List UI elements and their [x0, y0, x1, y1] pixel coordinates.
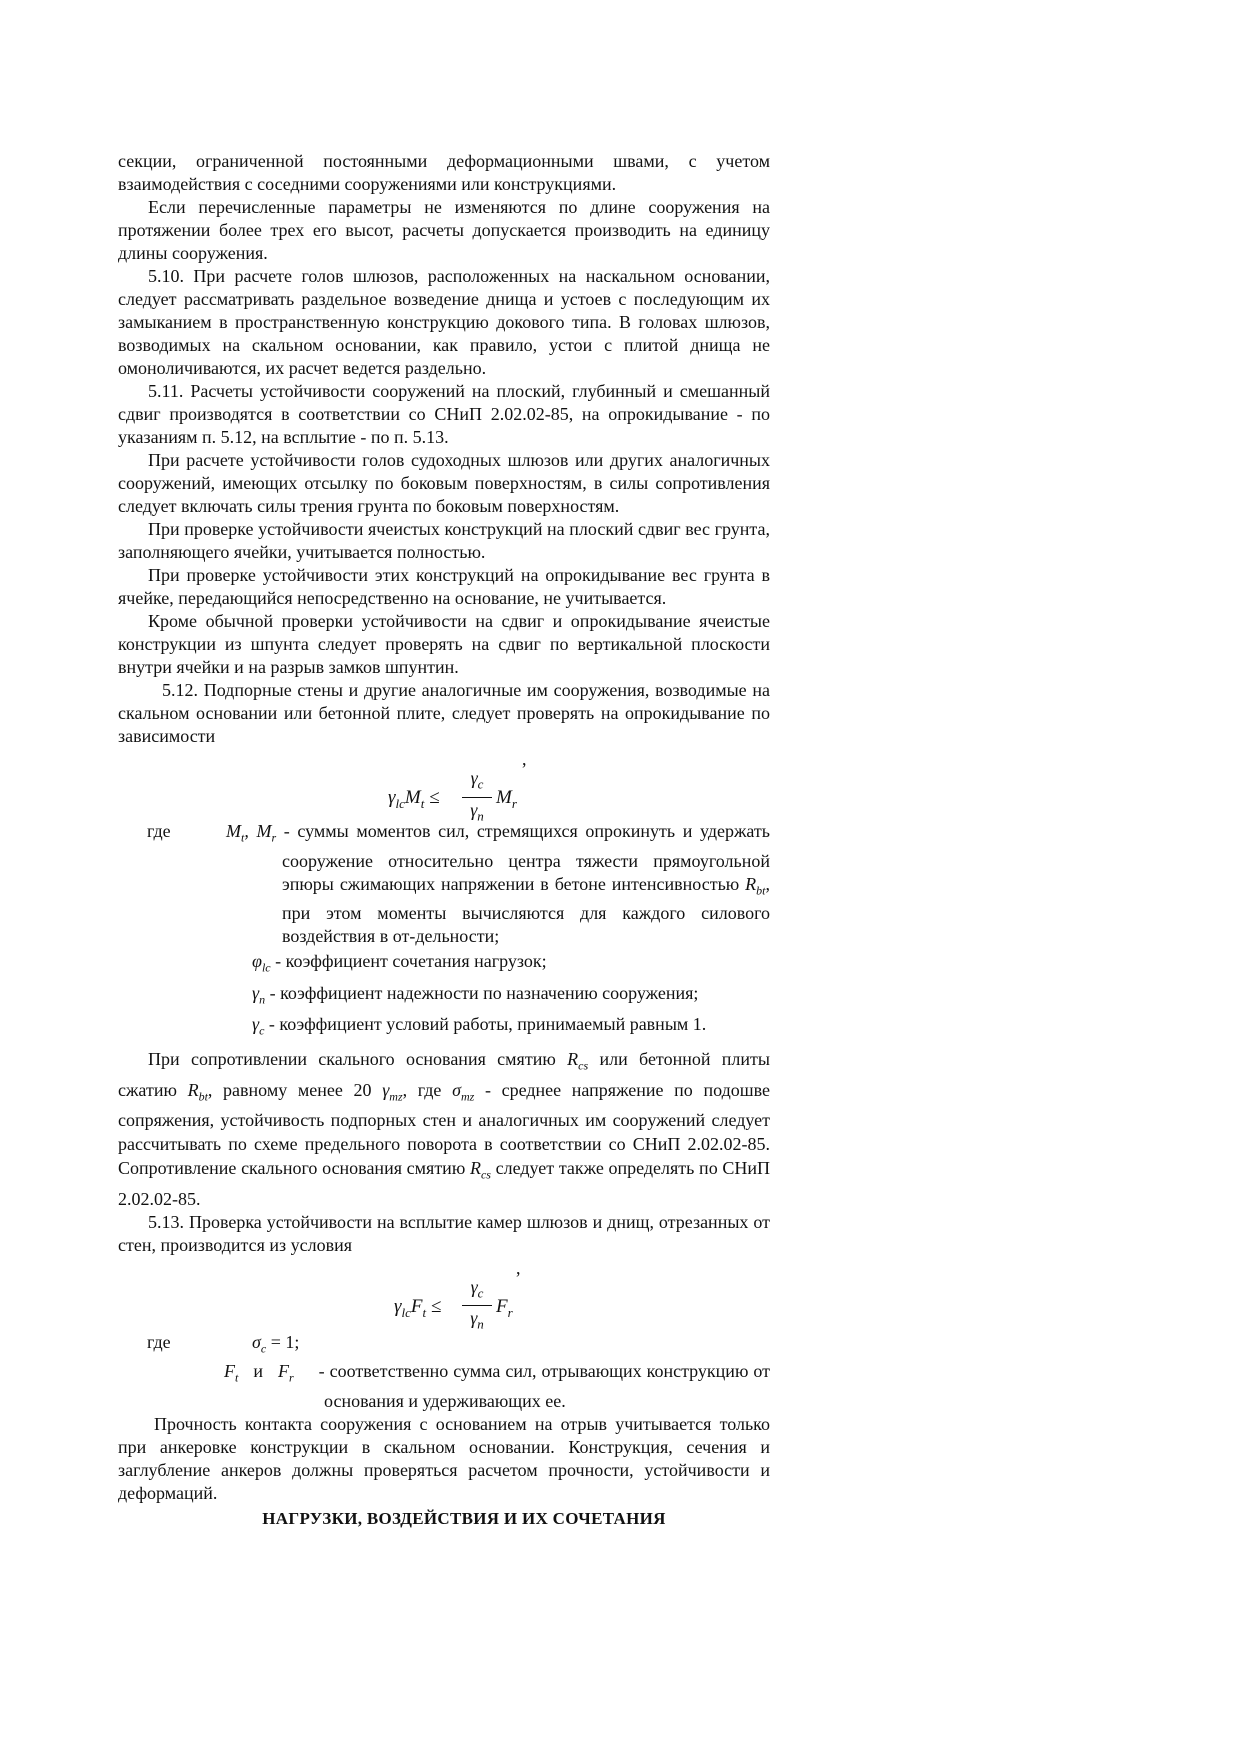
paragraph: При проверке устойчивости ячеистых конструкций на плоский сдвиг вес грунта, заполняющего ячейки, учитывается полностью.: [118, 519, 770, 562]
formula-fraction: $\frac{\gamma_c}{\gamma_n}$: [462, 1275, 492, 1337]
section-heading: НАГРУЗКИ, ВОЗДЕЙСТВИЯ И ИХ СОЧЕТАНИЯ: [262, 1508, 666, 1528]
paragraph: 5.13. Проверка устойчивости на всплытие камер шлюзов и днищ, отрезанных от стен, производится из условия: [118, 1211, 770, 1255]
definition-sigma: $\sigma_c = 1$;: [252, 1331, 300, 1356]
paragraph: Кроме обычной проверки устойчивости на сдвиг и опрокидывание ячеистые конструкции из шпунта следует проверять на сдвиг по вертикальной плоскости внутри ячейки и на разрыв замков шпунтин.: [118, 611, 770, 677]
definition-gamma-c: $\gamma_c$ - коэффициент условий работы, принимаемый равным 1.: [252, 1014, 707, 1038]
paragraph: При проверке устойчивости этих конструкций на опрокидывание вес грунта в ячейке, передающийся непосредственно на основание, не учитывается.: [118, 565, 770, 608]
paragraph: При сопротивлении скального основания смятию $R_{cs}$ или бетонной плиты сжатию $R_{bt}$, равному менее 20 $\gamma_{mz}$, где $\sigma_{mz}$ - среднее напряжение по подошве сопряжения, устойчивость подпорных стен и аналогичных им сооружений следует рассчитывать по схеме предельного поворота в соответствии со СНиП 2.02.02-85. Сопротивление скального основания смятию $R_{cs}$ следует также определять по СНиП 2.02.02-85.: [118, 1048, 771, 1209]
definition-phi: $\varphi_{lc}$ - коэффициент сочетания нагрузок;: [252, 951, 547, 975]
definitions-list-2: [118, 1331, 770, 1413]
document-page: [118, 150, 770, 1530]
paragraph: Если перечисленные параметры не изменяются по длине сооружения на протяжении более трех его высот, расчеты допускается производить на единицу длины сооружения.: [118, 197, 770, 263]
definition-forces: $F_t$ и $F_r$ - соответственно сумма сил, отрывающих конструкцию от основания и удерживающих ее.: [224, 1361, 771, 1411]
formula-comma: ,: [522, 749, 527, 769]
formula-floating: [118, 1257, 770, 1332]
paragraph: При расчете устойчивости голов судоходных шлюзов или других аналогичных сооружений, имеющих отсылку по боковым поверхностям, в силы сопротивления следует включать силы трения грунта по боковым поверхностям.: [118, 450, 770, 516]
paragraph: Прочность контакта сооружения с основанием на отрыв учитывается только при анкеровке конструкции в скальном основании. Конструкция, сечения и заглубление анкеров должны проверяться расчетом прочности, устойчивости и деформаций.: [118, 1413, 770, 1503]
formula-rhs: $M_r$: [496, 787, 517, 811]
definition-moments: $M_t$, $M_r$ - суммы моментов сил, стремящихся опрокинуть и удержать сооружение относительно центра тяжести прямоугольной эпюры сжимающих напряжении в бетоне интенсивностью $R_{bt}$, при этом моменты вычисляются для каждого силового воздействия в от-дельности;: [226, 821, 771, 947]
formula-comma: ,: [516, 1257, 521, 1278]
definitions-list: [118, 820, 770, 1043]
formula-fraction: $\frac{\gamma_c}{\gamma_n}$: [462, 766, 492, 828]
paragraph: 5.10. При расчете голов шлюзов, расположенных на наскальном основании, следует рассматривать раздельное возведение днища и устоев с последующим их замыканием в пространственную конструкцию докового типа. В головах шлюзов, возводимых на скальном основании, как правило, устои с плитой днища не омоноличиваются, их расчет ведется раздельно.: [118, 266, 770, 378]
where-label: где: [147, 1331, 171, 1352]
formula-overturning: [118, 748, 770, 824]
formula-lhs: $\gamma_{lc}M_t$ ≤: [388, 787, 440, 811]
paragraph: 5.11. Расчеты устойчивости сооружений на плоский, глубинный и смешанный сдвиг производятся в соответствии со СНиП 2.02.02-85, на опрокидывание - по указаниям п. 5.12, на всплытие - по п. 5.13.: [118, 381, 770, 447]
formula-lhs: $\gamma_{lc}F_t$ ≤: [394, 1295, 442, 1320]
definition-gamma-n: $\gamma_n$ - коэффициент надежности по назначению сооружения;: [252, 982, 699, 1007]
formula-rhs: $F_r$: [496, 1295, 513, 1320]
where-label: где: [147, 821, 171, 841]
paragraph: секции, ограниченной постоянными деформационными швами, с учетом взаимодействия с соседними сооружениями или конструкциями.: [118, 151, 770, 194]
paragraph: 5.12. Подпорные стены и другие аналогичные им сооружения, возводимые на скальном основании или бетонной плите, следует проверять на опрокидывание по зависимости: [118, 680, 770, 746]
